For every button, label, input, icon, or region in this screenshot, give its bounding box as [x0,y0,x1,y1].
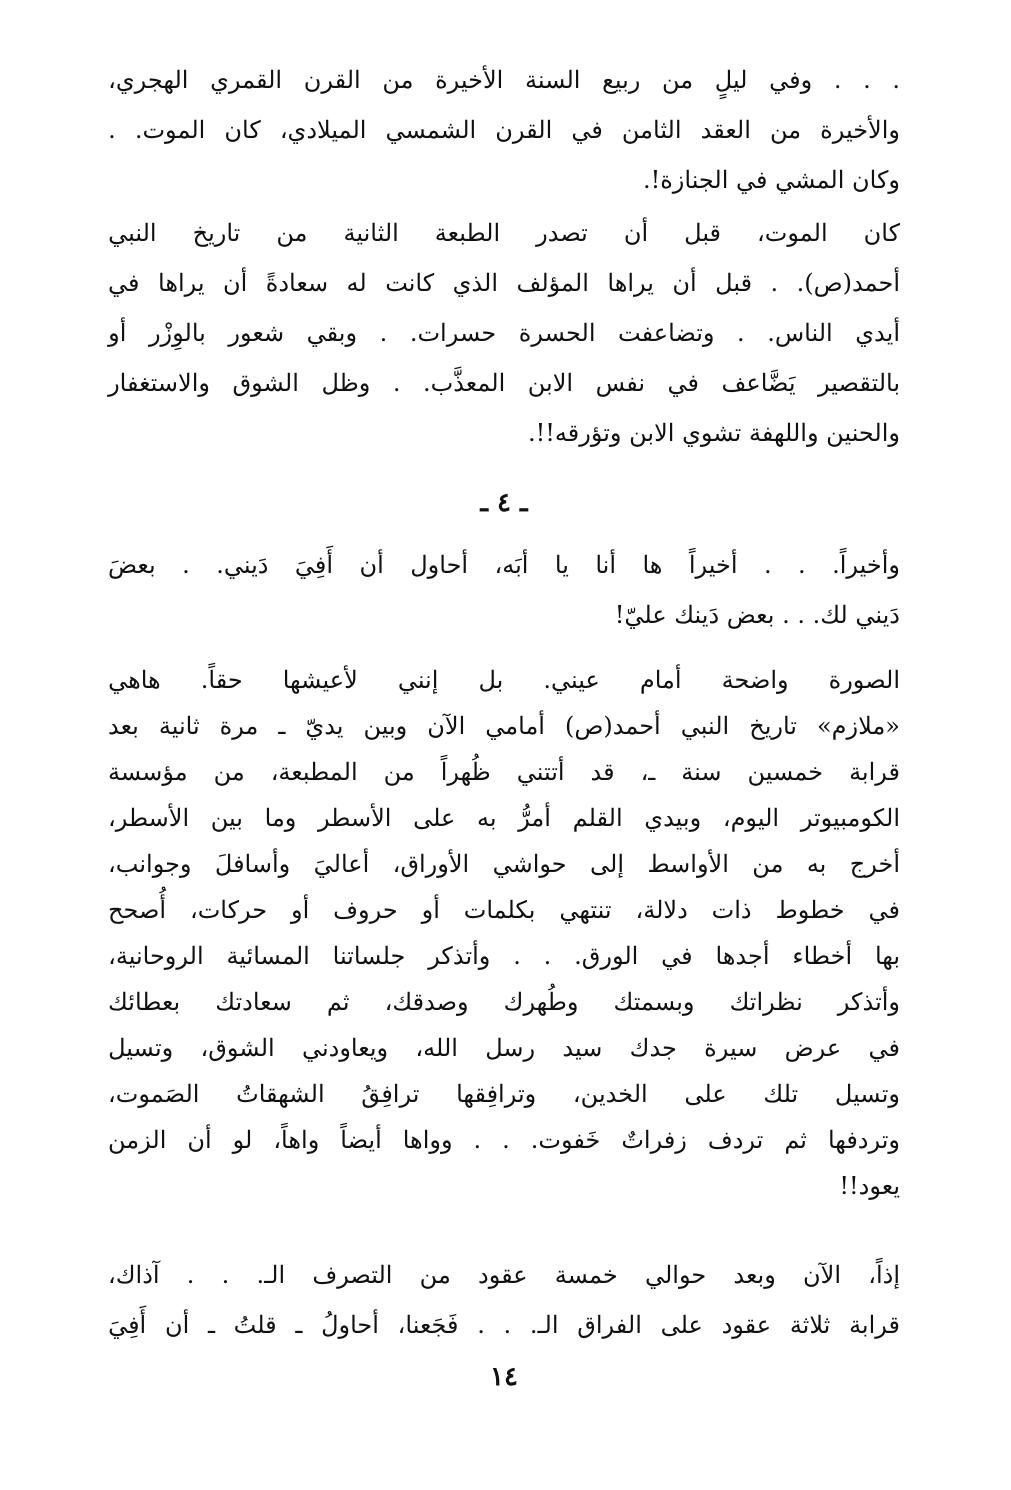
text-line: الكومبيوتر اليوم، وبيدي القلم أمرُّ به على الأسطر وما بين الأسطر، [108,804,900,832]
text-line: وتسيل تلك على الخدين، وترافِقها ترافِقُ الشهقاتُ الصَموت، [108,1080,900,1108]
text-line: والأخيرة من العقد الثامن في القرن الشمسي الميلادي، كان الموت. . [108,116,900,144]
text-line: كان الموت، قبل أن تصدر الطبعة الثانية من تاريخ النبي [108,219,900,247]
text-line: قرابة خمسين سنة ـ، قد أتتني ظُهراً من المطبعة، من مؤسسة [108,758,900,786]
text-line: بالتقصير يَضَّاعف في نفس الابن المعذَّب. . وظل الشوق والاستغفار [108,369,900,397]
text-line: بها أخطاء أجدها في الورق. . . وأتذكر جلساتنا المسائية الروحانية، [108,942,900,970]
text-line: أخرج به من الأواسط إلى حواشي الأوراق، أعاليَ وأسافلَ وجوانب، [108,850,900,878]
text-line: والحنين واللهفة تشوي الابن وتؤرقه!!. [527,419,900,447]
text-line: دَيني لك. . . بعض دَينك عليّ! [614,601,900,629]
text-line: وأتذكر نظراتك وبسمتك وطُهرك وصدقك، ثم سعادتك بعطائك [108,988,900,1016]
text-line: في خطوط ذات دلالة، تنتهي بكلمات أو حروف أو حركات، أُصحح [108,896,900,924]
page-number: ١٤ [490,1362,518,1392]
text-line: . . . وفي ليلٍ من ربيع السنة الأخيرة من القرن القمري الهجري، [108,66,900,94]
text-line: الصورة واضحة أمام عيني. بل إنني لأعيشها حقاً. هاهي [108,666,900,694]
text-line: وأخيراً. . . أخيراً ها أنا يا أبَه، أحاول أن أَفِيَ دَيني. . بعضَ [108,551,900,579]
text-line: أحمد(ص). . قبل أن يراها المؤلف الذي كانت له سعادةً أن يراها في [108,269,900,297]
text-line: أيدي الناس. . وتضاعفت الحسرة حسرات. . وبقي شعور بالوِزْر أو [108,319,900,347]
book-page [108,0,900,1490]
text-line: وتردفها ثم تردف زفراتٌ خَفوت. . . وواها أيضاً واهاً، لو أن الزمن [108,1126,900,1154]
section-heading: ـ ٤ ـ [480,488,528,518]
text-line: في عرض سيرة جدك سيد رسل الله، ويعاودني الشوق، وتسيل [108,1034,900,1062]
text-line: «ملازم» تاريخ النبي أحمد(ص) أمامي الآن وبين يديّ ـ مرة ثانية بعد [108,712,900,740]
text-line: يعود!! [839,1172,900,1200]
text-line: إذاً، الآن وبعد حوالي خمسة عقود من التصرف الـ. . . آذاك، [108,1261,900,1289]
text-line: وكان المشي في الجنازة!. [642,166,900,194]
text-line: قرابة ثلاثة عقود على الفراق الـ. . . فَجَعنا، أحاولُ ـ قلتُ ـ أن أَفِيَ [108,1311,900,1339]
